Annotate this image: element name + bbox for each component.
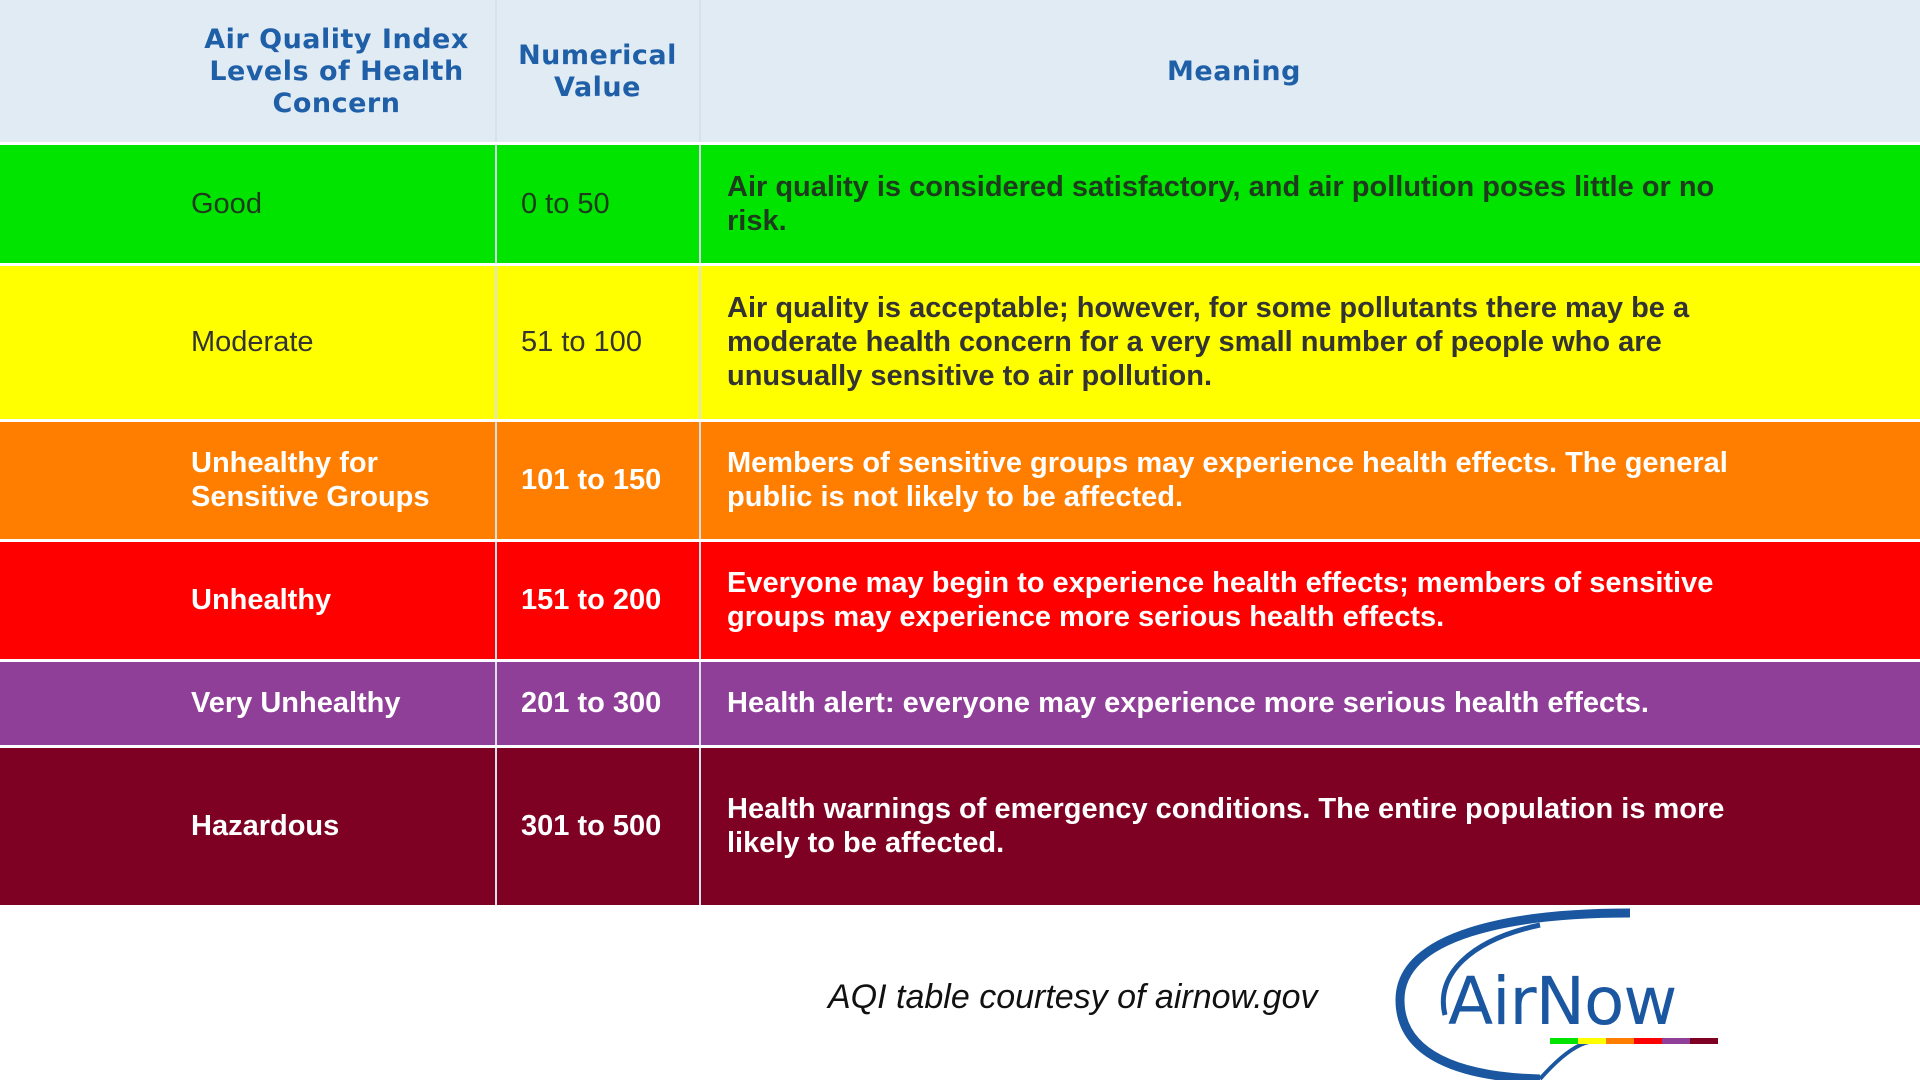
level-label: Good xyxy=(191,188,262,220)
column-divider xyxy=(699,0,701,905)
table-row-hazardous xyxy=(0,746,1920,905)
row-divider xyxy=(0,745,1920,748)
level-meaning: Members of sensitive groups may experience health effects. The general public is not likely to be affected. xyxy=(727,447,1728,513)
level-meaning: Health alert: everyone may experience more serious health effects. xyxy=(727,687,1649,719)
row-divider xyxy=(0,142,1920,145)
header-value: Numerical Value xyxy=(518,40,677,103)
header-meaning: Meaning xyxy=(1167,56,1301,87)
credit-text: AQI table courtesy of airnow.gov xyxy=(828,978,1318,1016)
table-row-moderate xyxy=(0,264,1920,420)
level-range: 51 to 100 xyxy=(521,326,642,358)
level-meaning: Health warnings of emergency conditions. The entire population is more likely to be affected. xyxy=(727,792,1725,859)
level-label: Unhealthy for Sensitive Groups xyxy=(191,447,430,513)
level-range: 101 to 150 xyxy=(521,464,662,496)
level-label: Hazardous xyxy=(191,809,340,842)
row-divider xyxy=(0,659,1920,662)
level-range: 201 to 300 xyxy=(521,687,662,719)
level-label: Very Unhealthy xyxy=(191,687,401,719)
column-divider xyxy=(495,0,497,905)
airnow-logo xyxy=(1390,905,1760,1080)
table-row-unhealthy xyxy=(0,540,1920,660)
level-meaning: Air quality is considered satisfactory, and air pollution poses little or no risk. xyxy=(727,171,1715,237)
table-row-unhealthy-sensitive xyxy=(0,420,1920,540)
level-label: Moderate xyxy=(191,326,314,358)
row-divider xyxy=(0,539,1920,542)
level-range: 0 to 50 xyxy=(521,188,610,220)
level-meaning: Air quality is acceptable; however, for some pollutants there may be a moderate health concern for a very small number of people who are unusually sensitive to air pollution. xyxy=(727,292,1690,392)
table-row-very-unhealthy xyxy=(0,660,1920,746)
logo-text: AirNow xyxy=(1448,963,1677,1040)
table-row-good xyxy=(0,144,1920,264)
level-label: Unhealthy xyxy=(191,584,332,616)
header-level: Air Quality Index Levels of Health Concern xyxy=(204,24,469,119)
table-header xyxy=(0,0,1920,144)
level-range: 301 to 500 xyxy=(521,809,662,842)
row-divider xyxy=(0,419,1920,422)
level-meaning: Everyone may begin to experience health effects; members of sensitive groups may experience more serious health effects. xyxy=(727,567,1714,633)
level-range: 151 to 200 xyxy=(521,584,662,616)
row-divider xyxy=(0,263,1920,266)
